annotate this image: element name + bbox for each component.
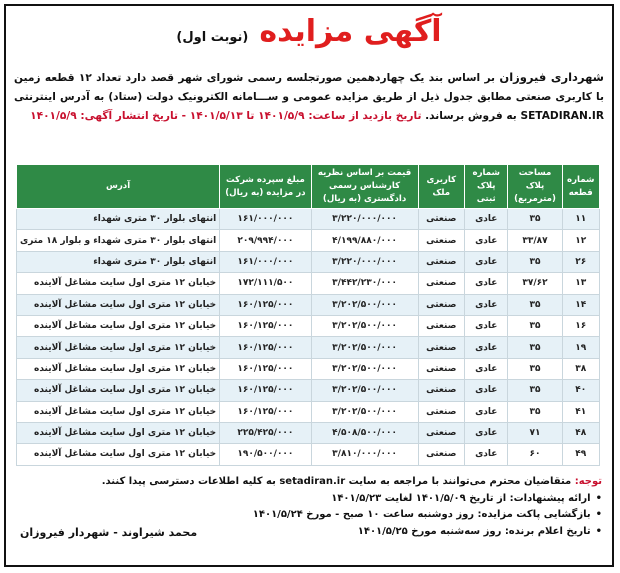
table-cell: ۱۹۰/۵۰۰/۰۰۰	[220, 444, 311, 465]
table-cell: ۱۶۰/۱۲۵/۰۰۰	[220, 380, 311, 401]
table-cell: ۴/۵۰۸/۵۰۰/۰۰۰	[311, 422, 418, 443]
table-cell: ۲۲۵/۴۲۵/۰۰۰	[220, 422, 311, 443]
column-header: شماره پلاک ثبتی	[465, 165, 508, 209]
table-cell: عادی	[465, 401, 508, 422]
table-cell: ۱۶۰/۱۲۵/۰۰۰	[220, 358, 311, 379]
table-cell: ۱۱	[562, 209, 600, 230]
table-cell: ۱۹	[562, 337, 600, 358]
table-cell: صنعتی	[418, 401, 465, 422]
table-cell: ۴۸	[562, 422, 600, 443]
table-cell: صنعتی	[418, 315, 465, 336]
table-cell: ۳/۲۰۲/۵۰۰/۰۰۰	[311, 401, 418, 422]
table-cell: ۳۵	[508, 380, 562, 401]
table-cell: ۳/۲۰۲/۵۰۰/۰۰۰	[311, 294, 418, 315]
table-cell: عادی	[465, 294, 508, 315]
schedule-label: بازگشایی پاکت مزایده:	[477, 509, 591, 520]
table-cell: ۳۵	[508, 358, 562, 379]
table-cell: ۳/۲۰۲/۵۰۰/۰۰۰	[311, 315, 418, 336]
table-cell: عادی	[465, 230, 508, 251]
table-cell: ۳۷/۶۲	[508, 273, 562, 294]
table-cell: ۳/۲۰۲/۵۰۰/۰۰۰	[311, 380, 418, 401]
table-cell: ۱۶۰/۱۲۵/۰۰۰	[220, 337, 311, 358]
table-row	[17, 251, 600, 272]
table-cell: ۳۵	[508, 209, 562, 230]
notice-line	[16, 474, 602, 491]
table-cell: ۳۵	[508, 337, 562, 358]
table-cell: خیابان ۱۲ متری اول سایت مشاغل آلاینده	[17, 294, 220, 315]
table-cell: ۱۴	[562, 294, 600, 315]
signature: محمد شیراوند - شهردار فیروزان	[20, 526, 198, 539]
table-cell: خیابان ۱۲ متری اول سایت مشاغل آلاینده	[17, 315, 220, 336]
table-cell: ۱۶۰/۱۲۵/۰۰۰	[220, 315, 311, 336]
table-row	[17, 358, 600, 379]
table-cell: ۱۷۲/۱۱۱/۵۰۰	[220, 273, 311, 294]
table-cell: انتهای بلوار ۳۰ متری شهداء	[17, 209, 220, 230]
table-cell: ۳/۲۰۲/۵۰۰/۰۰۰	[311, 337, 418, 358]
table-cell: خیابان ۱۲ متری اول سایت مشاغل آلاینده	[17, 380, 220, 401]
table-cell: ۳۵	[508, 294, 562, 315]
table-cell: ۱۶۱/۰۰۰/۰۰۰	[220, 251, 311, 272]
table-cell: ۴/۱۹۹/۸۸۰/۰۰۰	[311, 230, 418, 251]
column-header: کاربری ملک	[418, 165, 465, 209]
lots-table	[16, 164, 600, 466]
table-cell: صنعتی	[418, 209, 465, 230]
table-cell: عادی	[465, 337, 508, 358]
ad-frame	[4, 4, 614, 567]
table-cell: ۳/۲۲۰/۰۰۰/۰۰۰	[311, 209, 418, 230]
table-cell: خیابان ۱۲ متری اول سایت مشاغل آلاینده	[17, 422, 220, 443]
column-header: شماره قطعه	[562, 165, 600, 209]
table-cell: عادی	[465, 444, 508, 465]
table-cell: عادی	[465, 422, 508, 443]
list-item	[16, 491, 602, 508]
table-cell: صنعتی	[418, 337, 465, 358]
table-cell: صنعتی	[418, 422, 465, 443]
table-cell: ۳۳/۸۷	[508, 230, 562, 251]
schedule-value: از تاریخ ۱۴۰۱/۵/۰۹ لغایت ۱۴۰۱/۵/۲۳	[331, 492, 510, 504]
table-cell: صنعتی	[418, 230, 465, 251]
table-body	[17, 209, 600, 466]
table-cell: ۱۶۱/۰۰۰/۰۰۰	[220, 209, 311, 230]
table-cell: عادی	[465, 315, 508, 336]
table-cell: ۳/۲۰۲/۵۰۰/۰۰۰	[311, 358, 418, 379]
schedule-value: روز دوشنبه ساعت ۱۰ صبح - مورخ ۱۴۰۱/۵/۲۴	[252, 509, 478, 520]
table-cell: عادی	[465, 380, 508, 401]
column-header: مبلغ سپرده شرکت در مزایده (به ریال)	[220, 165, 311, 209]
table-cell: ۱۳	[562, 273, 600, 294]
table-cell: صنعتی	[418, 380, 465, 401]
table-cell: ۳۵	[508, 315, 562, 336]
table-cell: عادی	[465, 209, 508, 230]
intro-paragraph	[14, 68, 604, 126]
table-cell: عادی	[465, 273, 508, 294]
table-cell: انتهای بلوار ۳۰ متری شهداء	[17, 251, 220, 272]
ad-header	[6, 14, 612, 49]
table-cell: ۴۹	[562, 444, 600, 465]
table-cell: ۳/۸۱۰/۰۰۰/۰۰۰	[311, 444, 418, 465]
municipality-name: شهرداری فیروزان	[499, 70, 604, 84]
table-cell: عادی	[465, 251, 508, 272]
table-cell: ۴۰	[562, 380, 600, 401]
table-cell: خیابان ۱۲ متری اول سایت مشاغل آلاینده	[17, 273, 220, 294]
table-row	[17, 380, 600, 401]
table-cell: خیابان ۱۲ متری اول سایت مشاغل آلاینده	[17, 444, 220, 465]
table-cell: انتهای بلوار ۳۰ متری شهداء و بلوار ۱۸ متری	[17, 230, 220, 251]
table-cell: ۱۲	[562, 230, 600, 251]
table-cell: ۱۶۰/۱۲۵/۰۰۰	[220, 294, 311, 315]
table-cell: ۴۱	[562, 401, 600, 422]
table-cell: صنعتی	[418, 358, 465, 379]
table-cell: عادی	[465, 358, 508, 379]
table-cell: ۲۰۹/۹۹۴/۰۰۰	[220, 230, 311, 251]
table-cell: صنعتی	[418, 251, 465, 272]
notice-label: توجه:	[574, 476, 602, 487]
table-cell: ۱۶	[562, 315, 600, 336]
table-row	[17, 401, 600, 422]
table-cell: صنعتی	[418, 273, 465, 294]
schedule-label: ارائه پیشنهادات:	[509, 492, 591, 504]
table-row	[17, 337, 600, 358]
table-cell: ۲۶	[562, 251, 600, 272]
table-cell: ۶۰	[508, 444, 562, 465]
table-cell: ۷۱	[508, 422, 562, 443]
intro-text: بر اساس بند یک چهاردهمین صورتجلسه رسمی شورای شهر قصد دارد تعداد ۱۲ قطعه زمین با کاربری صنعتی مطابق جدول ذیل از طریق مزایده عمومی و ســـامانه الکترونیک دولت (ستاد) به آدرس اینترنتی SETADIRAN.IR به فروش برساند.	[14, 72, 604, 122]
ad-subtitle: (نوبت اول)	[176, 30, 249, 45]
table-row	[17, 209, 600, 230]
notice-text: متقاضیان محترم می‌توانند با مراجعه به سایت setadiran.ir به کلیه اطلاعات دسترسی پیدا کنند.	[101, 476, 575, 487]
table-row	[17, 315, 600, 336]
table-cell: خیابان ۱۲ متری اول سایت مشاغل آلاینده	[17, 337, 220, 358]
table-cell: ۳۸	[562, 358, 600, 379]
table-row	[17, 294, 600, 315]
table-row	[17, 273, 600, 294]
list-item	[16, 507, 602, 524]
table-cell: ۱۶۰/۱۲۵/۰۰۰	[220, 401, 311, 422]
table-header-row	[17, 165, 600, 209]
schedule-value: روز سه‌شنبه مورخ ۱۴۰۱/۵/۲۵	[357, 525, 505, 537]
table-cell: ۳/۴۴۲/۲۳۰/۰۰۰	[311, 273, 418, 294]
table-cell: صنعتی	[418, 294, 465, 315]
table-cell: ۳/۲۲۰/۰۰۰/۰۰۰	[311, 251, 418, 272]
table-row	[17, 444, 600, 465]
column-header: قیمت بر اساس نظریه کارشناس رسمی دادگستری (به ریال)	[311, 165, 418, 209]
column-header: آدرس	[17, 165, 220, 209]
table-cell: ۳۵	[508, 401, 562, 422]
ad-title: آگهی مزایده	[259, 14, 442, 49]
table-row	[17, 230, 600, 251]
visit-dates: تاریخ بازدید از ساعت: ۱۴۰۱/۵/۹ تا ۱۴۰۱/۵/۱۳ - تاریخ انتشار آگهی: ۱۴۰۱/۵/۹	[30, 110, 422, 122]
column-header: مساحت پلاک (مترمربع)	[508, 165, 562, 209]
table-row	[17, 422, 600, 443]
schedule-label: تاریخ اعلام برنده:	[504, 525, 591, 537]
table-cell: خیابان ۱۲ متری اول سایت مشاغل آلاینده	[17, 358, 220, 379]
table-cell: خیابان ۱۲ متری اول سایت مشاغل آلاینده	[17, 401, 220, 422]
table-cell: ۳۵	[508, 251, 562, 272]
table-cell: صنعتی	[418, 444, 465, 465]
